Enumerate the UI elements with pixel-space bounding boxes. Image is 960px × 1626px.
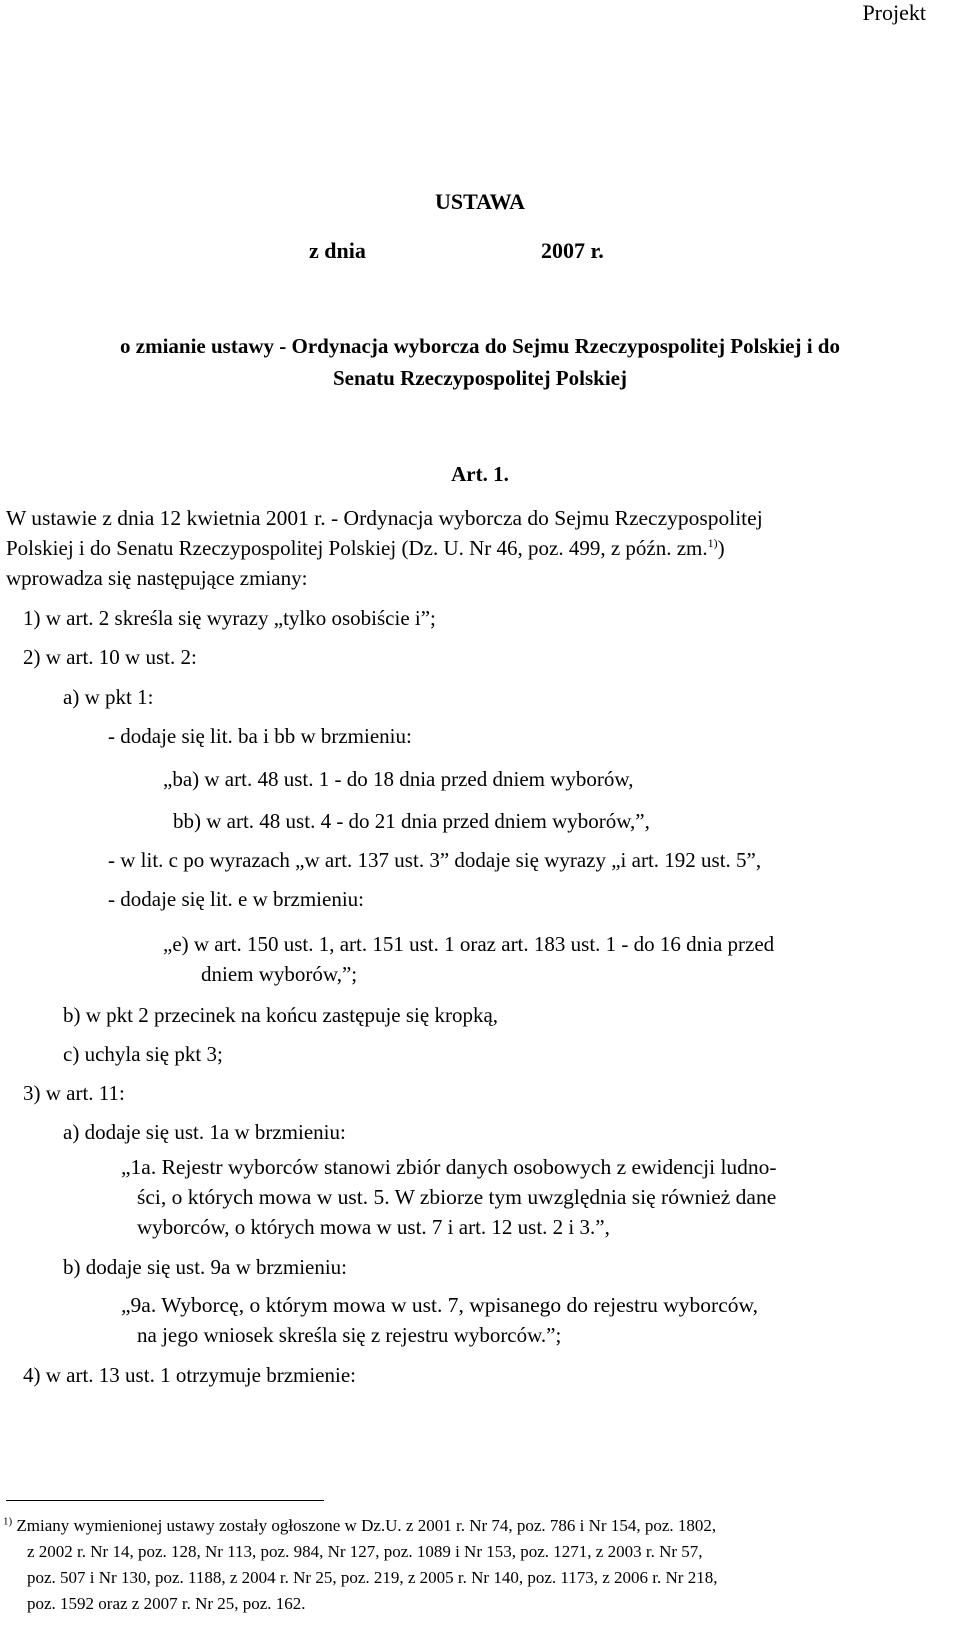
article-heading: Art. 1.: [451, 462, 509, 486]
list-item: c) uchyla się pkt 3;: [63, 1042, 223, 1066]
list-item: a) dodaje się ust. 1a w brzmieniu:: [63, 1120, 346, 1144]
footnote-separator: [6, 1500, 324, 1501]
list-item: „e) w art. 150 ust. 1, art. 151 ust. 1 oraz art. 183 ust. 1 - do 16 dnia przed: [163, 932, 775, 956]
footnote-line: poz. 1592 oraz z 2007 r. Nr 25, poz. 162.: [27, 1594, 306, 1613]
act-title: USTAWA: [434, 189, 526, 214]
list-item: a) w pkt 1:: [63, 685, 154, 709]
list-item: 3) w art. 11:: [23, 1081, 125, 1105]
footnote-line: [3, 1513, 716, 1539]
list-item: 2) w art. 10 w ust. 2:: [23, 645, 197, 669]
list-item: „9a. Wyborcę, o którym mowa w ust. 7, wpisanego do rejestru wyborców,: [121, 1293, 758, 1317]
article-intro-line3: wprowadza się następujące zmiany:: [6, 566, 308, 590]
footnote-reference: 1): [707, 536, 718, 550]
article-intro-line1: W ustawie z dnia 12 kwietnia 2001 r. - Ordynacja wyborcza do Sejmu Rzeczypospolitej: [6, 506, 763, 530]
act-subject-line2: Senatu Rzeczypospolitej Polskiej: [333, 366, 627, 390]
date-year: 2007 r.: [541, 238, 604, 263]
date-prefix: z dnia: [309, 238, 366, 263]
list-item: dniem wyborów,”;: [201, 962, 358, 986]
list-item: - w lit. c po wyrazach „w art. 137 ust. 3” dodaje się wyrazy „i art. 192 ust. 5”,: [108, 848, 762, 872]
footnote-marker: 1): [3, 1515, 13, 1528]
list-item: „1a. Rejestr wyborców stanowi zbiór danych osobowych z ewidencji ludno-: [121, 1155, 777, 1179]
list-item: 4) w art. 13 ust. 1 otrzymuje brzmienie:: [23, 1363, 356, 1387]
list-item: b) w pkt 2 przecinek na końcu zastępuje się kropką,: [63, 1003, 499, 1027]
list-item: ści, o których mowa w ust. 5. W zbiorze tym uwzględnia się również dane: [137, 1185, 777, 1209]
list-item: bb) w art. 48 ust. 4 - do 21 dnia przed dniem wyborów,”,: [173, 809, 650, 833]
footnote-text: Zmiany wymienionej ustawy zostały ogłoszone w Dz.U. z 2001 r. Nr 74, poz. 786 i Nr 154, poz. 1802,: [16, 1516, 717, 1535]
list-item: b) dodaje się ust. 9a w brzmieniu:: [63, 1255, 348, 1279]
list-item: - dodaje się lit. ba i bb w brzmieniu:: [108, 724, 412, 748]
list-item: na jego wniosek skreśla się z rejestru wyborców.”;: [137, 1323, 562, 1347]
projekt-label: Projekt: [862, 0, 926, 25]
article-intro-line2: [6, 533, 725, 564]
list-item: „ba) w art. 48 ust. 1 - do 18 dnia przed dniem wyborów,: [163, 767, 634, 791]
act-subject-line1: o zmianie ustawy - Ordynacja wyborcza do Sejmu Rzeczypospolitej Polskiej i do: [120, 334, 840, 358]
list-item: wyborców, o których mowa w ust. 7 i art. 12 ust. 2 i 3.”,: [137, 1215, 610, 1239]
article-intro-text: Polskiej i do Senatu Rzeczypospolitej Polskiej (Dz. U. Nr 46, poz. 499, z późn. zm.: [6, 536, 708, 560]
footnote-line: poz. 507 i Nr 130, poz. 1188, z 2004 r. Nr 25, poz. 219, z 2005 r. Nr 140, poz. 1173, z 2006 r. Nr 218,: [27, 1568, 718, 1587]
list-item: 1) w art. 2 skreśla się wyrazy „tylko osobiście i”;: [23, 606, 436, 630]
article-intro-close: ): [717, 536, 725, 560]
footnote-line: z 2002 r. Nr 14, poz. 128, Nr 113, poz. 984, Nr 127, poz. 1089 i Nr 153, poz. 1271, z 2003 r. Nr 57,: [27, 1542, 703, 1561]
list-item: - dodaje się lit. e w brzmieniu:: [108, 887, 365, 911]
